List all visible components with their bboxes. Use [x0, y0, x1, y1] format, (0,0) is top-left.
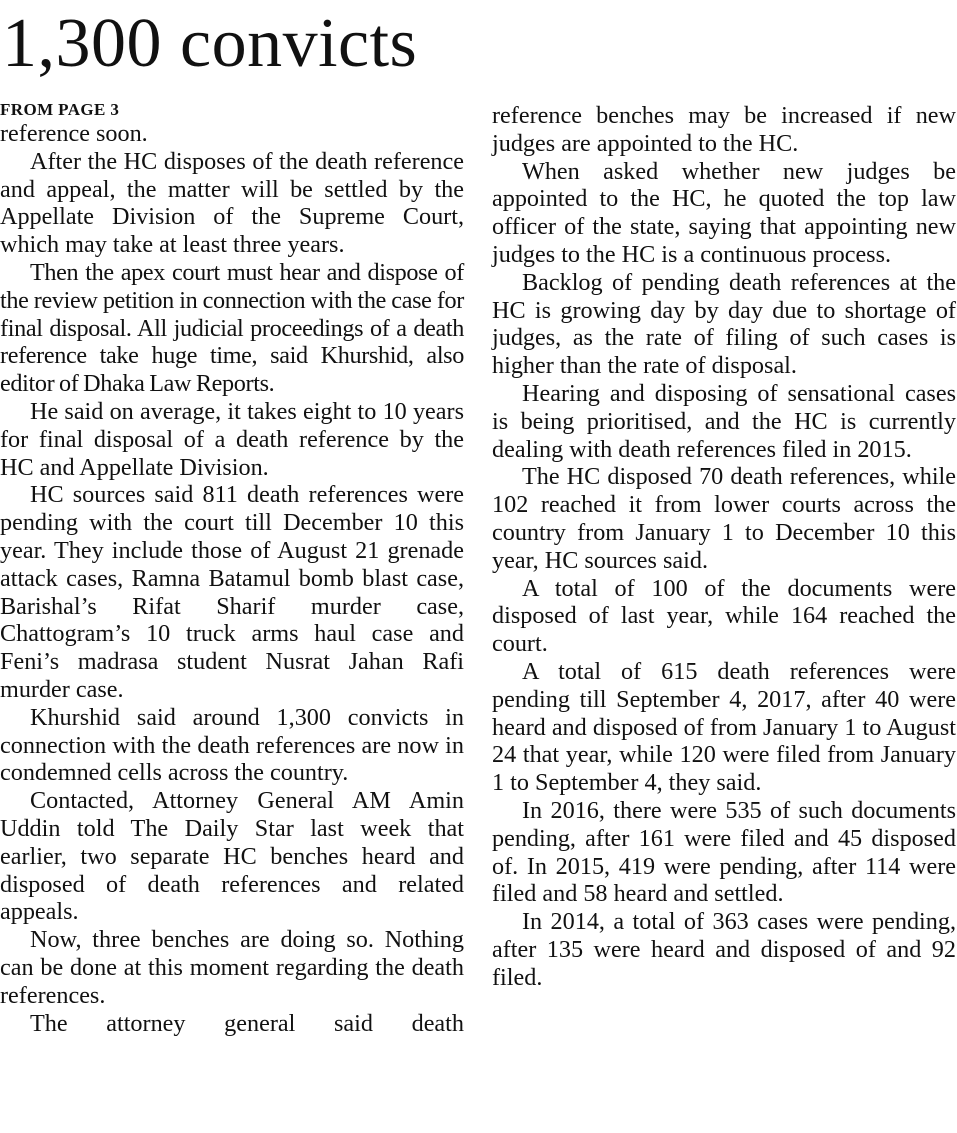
paragraph: The attorney general said death: [30, 1009, 464, 1037]
article-column-left: [0, 100, 464, 1037]
paragraph: Hearing and disposing of sensational cases is being prioritised, and the HC is currently dealing with death references filed in 2015.: [492, 379, 956, 463]
paragraph: A total of 615 death references were pending till September 4, 2017, after 40 were heard and disposed of from January 1 to August 24 that year, while 120 were filed from January 1 to September 4, they said.: [492, 657, 956, 797]
paragraph: He said on average, it takes eight to 10 years for final disposal of a death reference by the HC and Appellate Division.: [0, 397, 464, 481]
paragraph: A total of 100 of the documents were disposed of last year, while 164 reached the court.: [492, 574, 956, 658]
paragraph: In 2014, a total of 363 cases were pending, after 135 were heard and disposed of and 92 filed.: [492, 908, 956, 991]
paragraph: The HC disposed 70 death references, while 102 reached it from lower courts across the country from January 1 to December 10 this year, HC sources said.: [492, 463, 956, 574]
jump-label: FROM PAGE 3: [0, 100, 120, 119]
paragraph: When asked whether new judges be appointed to the HC, he quoted the top law officer of the state, saying that appointing new judges to the HC is a continuous process.: [492, 157, 956, 268]
paragraph: HC sources said 811 death references were pending with the court till December 10 this year. They include those of August 21 grenade attack cases, Ramna Batamul bomb blast case, Barishal’s Rifat Sharif murder case, Chattogram’s 10 truck arms haul case and Feni’s madrasa student Nusrat Jahan Rafi murder case.: [0, 481, 464, 703]
paragraph: Contacted, Attorney General AM Amin Uddin told The Daily Star last week that earlier, two separate HC benches heard and disposed of death references and related appeals.: [0, 787, 464, 926]
paragraph: Khurshid said around 1,300 convicts in connection with the death references are now in condemned cells across the country.: [0, 703, 464, 787]
paragraph: After the HC disposes of the death reference and appeal, the matter will be settled by the Appellate Division of the Supreme Court, which may take at least three years.: [0, 147, 464, 259]
paragraph: Backlog of pending death references at the HC is growing day by day due to shortage of judges, as the rate of filing of such cases is higher than the rate of disposal.: [492, 268, 956, 380]
paragraph: Now, three benches are doing so. Nothing can be done at this moment regarding the death references.: [0, 926, 464, 1009]
paragraph: Then the apex court must hear and dispose of the review petition in connection with the case for final disposal. All judicial proceedings of a death reference take huge time, said Khurshid, also editor of Dhaka Law Reports.: [0, 258, 464, 398]
paragraph: reference benches may be increased if new judges are appointed to the HC.: [492, 102, 956, 157]
paragraph: In 2016, there were 535 of such documents pending, after 161 were filed and 45 disposed of. In 2015, 419 were pending, after 114 were filed and 58 heard and settled.: [492, 796, 956, 908]
paragraph: reference soon.: [0, 120, 148, 147]
article-column-right: [492, 102, 956, 992]
headline: 1,300 convicts: [2, 5, 418, 82]
